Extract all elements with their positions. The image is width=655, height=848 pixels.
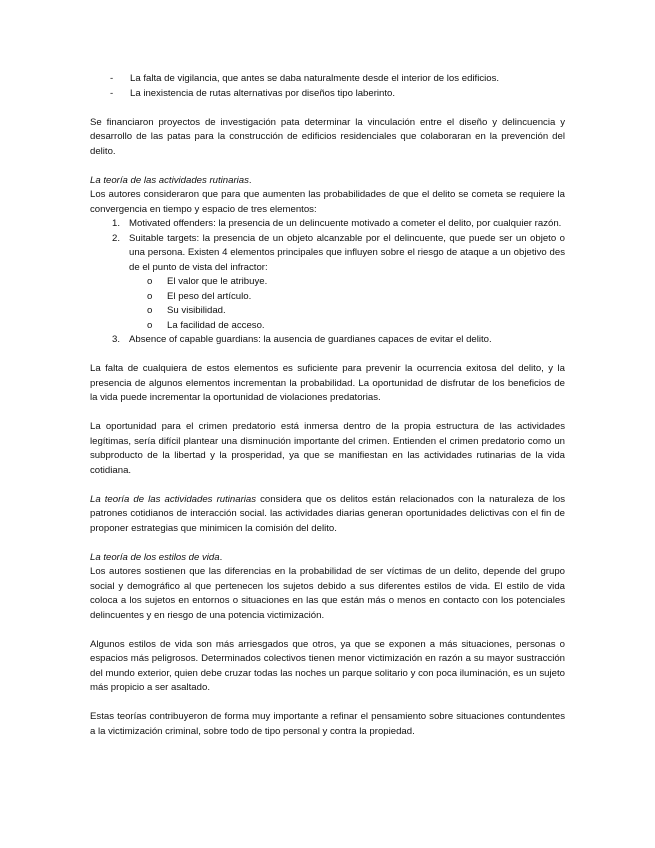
list-item <box>90 72 565 87</box>
paragraph-research: Se financiaron proyectos de investigación pata determinar la vinculación entre el diseño y delincuencia y desarrollo de las patas para la construcción de edificios residenciales que colaboraran en la prevención del delito. <box>90 116 565 157</box>
circle-bullet-icon: o <box>147 290 153 302</box>
theory-lead: La teoría de las actividades rutinarias <box>90 493 257 505</box>
heading-text: La teoría de las actividades rutinarias <box>90 174 249 186</box>
sub-item-text: La facilidad de acceso. <box>167 319 265 331</box>
item-number: 3. <box>112 334 121 345</box>
sub-item-text: El peso del artículo. <box>167 290 252 302</box>
paragraph-routine-intro: Los autores consideraron que para que aumenten las probabilidades de que el delito se cometa se requiere la convergencia en tiempo y espacio de tres elementos: <box>90 189 565 215</box>
sub-list-item <box>90 290 565 305</box>
list-item <box>90 87 565 102</box>
numbered-item <box>90 232 565 276</box>
item-text: Motivated offenders: la presencia de un delincuente motivado a cometer el delito, por cualquier razón. <box>129 218 562 229</box>
sub-list-item <box>90 304 565 319</box>
numbered-item <box>90 333 565 348</box>
sub-item-text: El valor que le atribuye. <box>167 276 268 287</box>
sub-item-text: Su visibilidad. <box>167 305 226 316</box>
paragraph-lifestyle: Los autores sostienen que las diferencias en la probabilidad de ser víctimas de un delito, depende del grupo social y demográfico al que pertenecen los sujetos debido a sus diferentes estilos de vida. El estilo de vida coloca a los sujetos en entornos o situaciones en las que están más o menos en contacto con los potenciales delincuentes y en riesgo de una potencia victimización. <box>90 566 565 621</box>
document-page <box>90 72 565 739</box>
circle-bullet-icon: o <box>147 276 153 287</box>
paragraph-conclusion: Estas teorías contribuyeron de forma muy importante a refinar el pensamiento sobre situaciones contundentes a la victimización criminal, sobre todo de tipo personal y contra la propiedad. <box>90 711 565 737</box>
item-number: 1. <box>112 218 121 229</box>
item-text: Absence of capable guardians: la ausencia de guardianes capaces de evitar el delito. <box>129 334 492 345</box>
dash-marker: - <box>110 73 114 84</box>
item-number: 2. <box>112 232 121 244</box>
circle-bullet-icon: o <box>147 305 153 316</box>
numbered-item <box>90 217 565 232</box>
circle-bullet-icon: o <box>147 319 153 331</box>
paragraph-risky: Algunos estilos de vida son más arriesgados que otros, ya que se exponen a más situaciones, personas o espacios más peligrosos. Determinados colectivos tienen menor victimización en razón a su mayor sustracción del mundo exterior, quien debe cruzar todas las noches un parque solitario y con poca iluminación, es un sujeto más propicio a ser asaltado. <box>90 638 565 693</box>
dash-marker: - <box>110 87 114 99</box>
paragraph-lack: La falta de cualquiera de estos elementos es suficiente para prevenir la ocurrencia exitosa del delito, y la presencia de algunos elementos incrementan la probabilidad. La oportunidad de disfrutar de los beneficios de la vida puede incrementar la oportunidad de violaciones predatorias. <box>90 363 565 403</box>
section-heading-routine <box>90 174 565 189</box>
heading-dot: . <box>248 174 252 186</box>
paragraph-theory <box>90 493 565 537</box>
paragraph-opportunity: La oportunidad para el crimen predatorio está inmersa dentro de la propia estructura de las actividades legítimas, sería difícil plantear una disminución importante del crimen. Entienden el crimen predatorio como un subproducto de la libertad y la prosperidad, ya que se manifiestan en las actividades rutinarias de la vida cotidiana. <box>90 421 565 476</box>
heading-dot: . <box>219 551 223 563</box>
heading-text: La teoría de los estilos de vida <box>90 551 220 563</box>
section-heading-lifestyle <box>90 551 565 566</box>
theory-rest: considera que os delitos están relacionados con la naturaleza de los patrones cotidianos de interacción social. las actividades diarias generan oportunidades delictivas con el fin de proponer estrategias que minimicen la comisión del delito. <box>90 493 565 534</box>
sub-list-item <box>90 275 565 290</box>
sub-list-item <box>90 319 565 334</box>
item-text: Suitable targets: la presencia de un objeto alcanzable por el delincuente, que puede ser un objeto o una persona. Existen 4 elementos principales que influyen sobre el riesgo de ataque a un objetivo des de el punto de vista del infractor: <box>129 232 565 273</box>
list-item-text: La falta de vigilancia, que antes se daba naturalmente desde el interior de los edificios. <box>130 73 500 84</box>
list-item-text: La inexistencia de rutas alternativas por diseños tipo laberinto. <box>130 87 396 99</box>
